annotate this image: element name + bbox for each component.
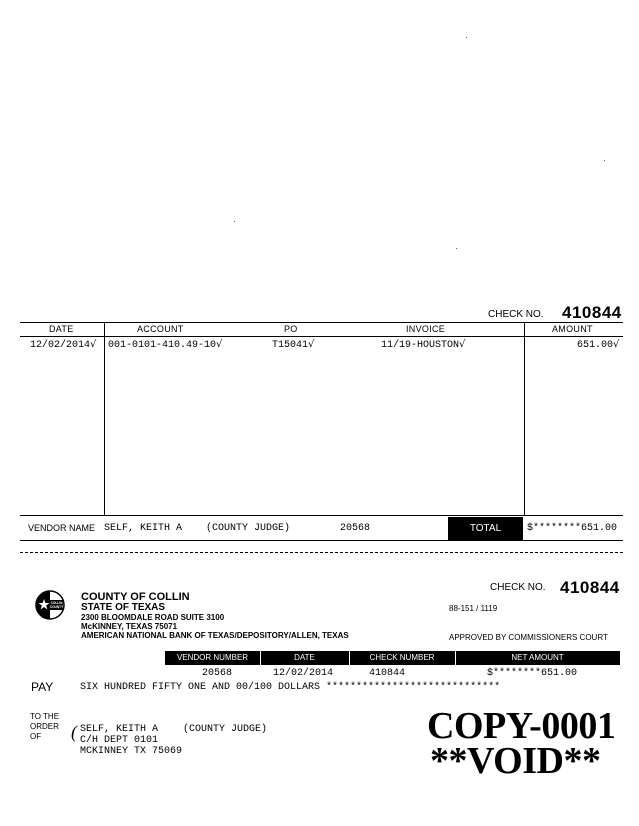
stub-check-no-label: CHECK NO.	[488, 309, 544, 320]
check-tick-icon: √	[308, 339, 315, 350]
header-date: DATE	[294, 653, 315, 662]
check-no-label: CHECK NO.	[490, 582, 546, 593]
col-header-account: ACCOUNT	[137, 324, 184, 334]
vendor-number: 20568	[340, 523, 371, 534]
payee-address-1: C/H DEPT 0101	[80, 735, 159, 746]
copy-stamp: COPY-0001	[427, 705, 616, 747]
col-header-date: DATE	[49, 324, 74, 334]
total-rule	[20, 540, 623, 541]
row-po: T15041√	[272, 339, 315, 351]
row-invoice: 11/19-HOUSTON√	[381, 339, 466, 351]
stub-bottom-rule	[20, 515, 623, 516]
payee-bracket: (	[71, 722, 77, 742]
issuer-bank: AMERICAN NATIONAL BANK OF TEXAS/DEPOSITORY/ALLEN, TEXAS	[81, 631, 349, 640]
order-label-3: OF	[30, 732, 42, 741]
vendor-title: (COUNTY JUDGE)	[206, 523, 291, 534]
routing-number: 88-151 / 1119	[449, 604, 498, 613]
value-date: 12/02/2014	[273, 668, 334, 679]
payee-address-2: MCKINNEY TX 75069	[80, 746, 183, 757]
svg-text:COUNTY: COUNTY	[49, 605, 64, 609]
void-stamp: **VOID**	[430, 740, 601, 782]
col-header-po: PO	[284, 324, 298, 334]
check-tick-icon: √	[216, 339, 223, 350]
row-date: 12/02/2014√	[30, 339, 97, 351]
check-tick-icon: √	[459, 339, 466, 350]
scan-speck	[604, 160, 605, 161]
header-vendor-number: VENDOR NUMBER	[176, 653, 249, 662]
scan-speck	[456, 248, 457, 249]
order-label-1: TO THE	[30, 712, 60, 721]
county-seal-logo	[35, 590, 65, 620]
issuer-state: STATE OF TEXAS	[81, 602, 166, 613]
approved-by: APPROVED BY COMMISSIONERS COURT	[449, 633, 608, 642]
order-label-2: ORDER	[30, 722, 59, 731]
total-label: TOTAL	[448, 517, 523, 540]
check-tick-icon: √	[90, 339, 97, 350]
col-sep-1	[104, 322, 105, 515]
stub-header-rule	[20, 336, 623, 337]
scan-speck	[234, 221, 235, 222]
scan-speck	[466, 37, 467, 38]
svg-text:COLLIN: COLLIN	[50, 601, 63, 605]
vendor-name-label: VENDOR NAME	[28, 523, 96, 533]
vendor-name: SELF, KEITH A	[104, 523, 183, 534]
col-header-invoice: INVOICE	[406, 324, 446, 334]
value-net-amount: $********651.00	[487, 668, 578, 679]
value-check-number: 410844	[369, 668, 406, 679]
col-sep-2	[524, 322, 525, 515]
pay-label: PAY	[31, 680, 54, 694]
header-net-amount: NET AMOUNT	[511, 653, 564, 662]
row-account: 001-0101-410.49-10√	[108, 339, 223, 351]
header-check-number: CHECK NUMBER	[369, 653, 435, 662]
stub-top-rule	[20, 322, 623, 323]
check-no: 410844	[560, 578, 620, 597]
issuer-name: COUNTY OF COLLIN	[81, 591, 190, 603]
stub-check-no: 410844	[562, 303, 622, 322]
issuer-address-1: 2300 BLOOMDALE ROAD SUITE 3100	[81, 613, 225, 622]
payee-name: SELF, KEITH A	[80, 724, 159, 735]
check-tick-icon: √	[613, 339, 620, 350]
total-amount: $********651.00	[527, 523, 618, 534]
col-header-amount: AMOUNT	[552, 324, 593, 334]
row-amount: 651.00√	[577, 339, 620, 351]
value-vendor-number: 20568	[202, 668, 233, 679]
issuer-address-2: McKINNEY, TEXAS 75071	[81, 622, 178, 631]
payee-title: (COUNTY JUDGE)	[183, 724, 268, 735]
perforation-line	[20, 552, 623, 553]
pay-amount-words: SIX HUNDRED FIFTY ONE AND 00/100 DOLLARS *****************************	[80, 682, 501, 693]
